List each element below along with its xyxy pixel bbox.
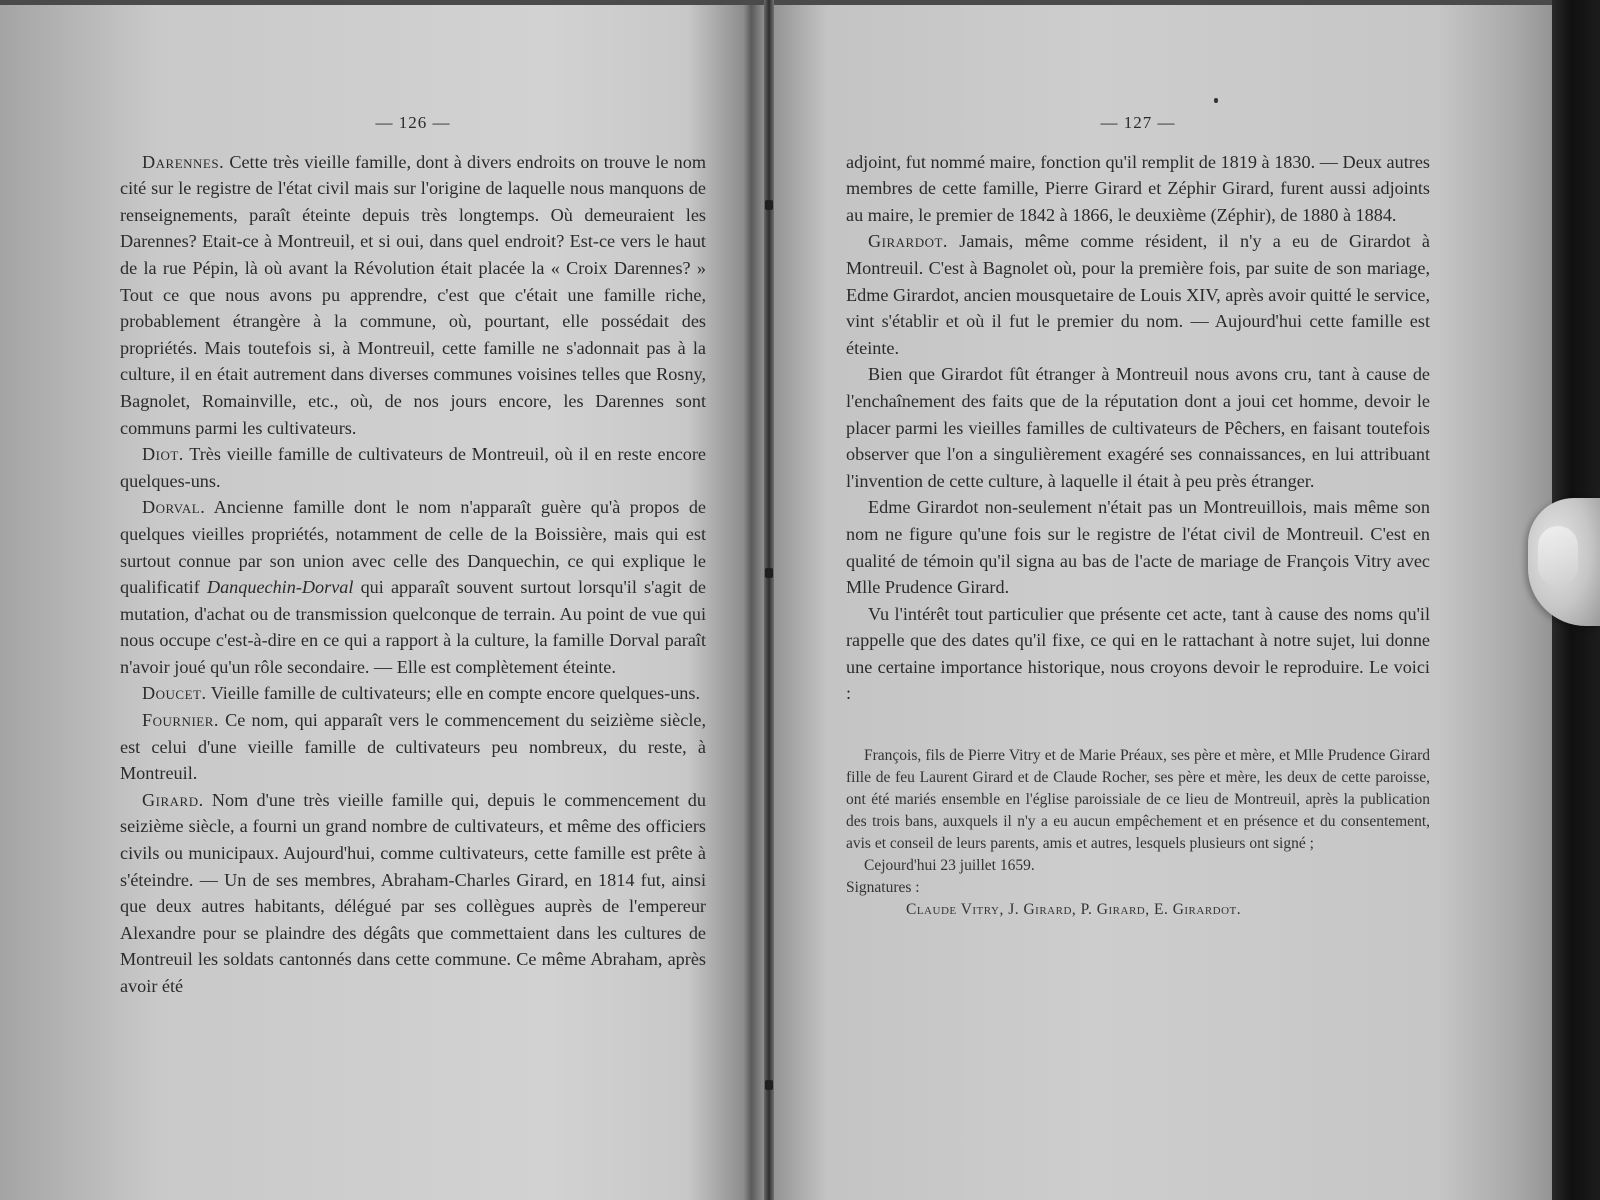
entry-text: Nom d'une très vieille famille qui, depuis le commencement du seizième siècle, a fourni un grand nombre de cultivateurs, et même des officiers civils ou municipaux. Aujourd'hui, comme cultivateurs, cette famille est prête à s'éteindre. — Un de ses membres, Abraham-Charles Girard, en 1814 fut, ainsi que deux autres habitants, délégué par ses collègues auprès de l'empereur Alexandre pour se plaindre des dégâts que commettaient dans les cultures de Montreuil les soldats cantonnés dans cette commune. Ce même Abraham, après avoir été [120,789,706,996]
binding-stitch [765,1080,773,1090]
entry-heading: Fournier. [142,710,219,731]
entry-text: Très vieille famille de cultivateurs de Montreuil, où il en reste encore quelques-uns. [120,444,706,491]
entry-heading: Diot. [142,444,184,465]
entry-heading: Girardot. [868,231,948,252]
paragraph: Vu l'intérêt tout particulier que présente cet acte, tant à cause des noms qu'il rappelle que des dates qu'il fixe, ce qui en le rattachant à notre sujet, lui donne une certaine importance historique, nous croyons devoir le reproduire. Le voici : [846,603,1430,704]
entry-fournier [120,707,706,787]
entry-text: Ce nom, qui apparaît vers le commencement du seizième siècle, est celui d'une vieille famille de cultivateurs peu nombreux, du reste, à Montreuil. [120,710,706,784]
entry-diot [120,441,706,494]
entry-doucet [120,680,706,707]
entry-dorval [120,494,706,680]
signatures-line: Claude Vitry, J. Girard, P. Girard, E. Girardot. [906,901,1242,919]
page-number-right: — 127 — [1100,113,1176,132]
entry-text: Jamais, même comme résident, il n'y a eu de Girardot à Montreuil. C'est à Bagnolet où, pour la première fois, par suite de son mariage, Edme Girardot, ancien mousquetaire de Louis XIV, après avoir quitté le service, vint s'établir et où il fut le premier du nom. — Aujourd'hui cette famille est éteinte. [846,231,1430,358]
book-top-edge [0,0,1562,5]
italic-term: Danquechin-Dorval [206,577,354,598]
ink-speck [1214,98,1218,103]
right-page [846,110,1430,921]
thumbnail-nail [1538,526,1578,586]
entry-darennes [120,149,706,442]
entry-text: Ancienne famille dont le nom n'apparaît guère qu'à propos de quelques vieilles propriétés, notamment de celle de la Boissière, mais qui est surtout connue par son union avec celle des Danquechin, ce qui explique le qualificatif [120,497,706,598]
quoted-act [846,745,1430,921]
book-gutter [764,0,774,1200]
continuation-paragraph: adjoint, fut nommé maire, fonction qu'il remplit de 1819 à 1830. — Deux autres membres de cette famille, Pierre Girard et Zéphir Girard, furent aussi adjoints au maire, le premier de 1842 à 1866, le deuxième (Zéphir), de 1880 à 1884. [846,151,1430,225]
entry-heading: Dorval. [142,497,206,518]
act-text: François, fils de Pierre Vitry et de Marie Préaux, ses père et mère, et Mlle Prudence Girard fille de feu Laurent Girard et de Claude Rocher, ses père et mère, les deux de cette paroisse, ont été mariés ensemble en l'église paroissiale de ce lieu de Montreuil, après la publication des trois bans, auxquels il n'y a eu aucun empêchement et en présence et du consentement, avis et conseil de leurs parents, amis et autres, lesquels plusieurs ont signé ; [846,747,1430,853]
act-date: Cejourd'hui 23 juillet 1659. [864,857,1035,875]
entry-text: Vieille famille de cultivateurs; elle en compte encore quelques-uns. [206,683,701,704]
paragraph: Bien que Girardot fût étranger à Montreuil nous avons cru, tant à cause de l'enchaînement des faits que de la réputation dont a joui cet homme, devoir le placer parmi les vieilles familles de cultivateurs de Pêchers, en faisant toutefois observer que l'on a singulièrement exagéré ses connaissances, en lui attribuant l'invention de cette culture, à laquelle il était à peu près étranger. [846,364,1430,491]
entry-girardot [846,228,1430,361]
entry-heading: Doucet. [142,683,207,704]
entry-girard [120,787,706,1000]
page-number-left: — 126 — [375,113,451,132]
entry-text: qui apparaît souvent surtout lorsqu'il s'agit de mutation, d'achat ou de transmission quelconque de terrain. Au point de vue qui nous occupe c'est-à-dire en ce qui a rapport à la culture, la famille Dorval paraît n'avoir joué qu'un rôle secondaire. — Elle est complètement éteinte. [120,577,706,677]
paragraph: Edme Girardot non-seulement n'était pas un Montreuillois, mais même son nom ne figure qu'une fois sur le registre de l'état civil de Montreuil. C'est en qualité de témoin qu'il signa au bas de l'acte de mariage de François Vitry avec Mlle Prudence Girard. [846,497,1430,598]
entry-heading: Girard. [142,789,204,810]
left-page [120,110,706,1000]
signatures-title: Signatures : [846,879,920,897]
entry-text: Cette très vieille famille, dont à divers endroits on trouve le nom cité sur le registre de l'état civil mais sur l'origine de laquelle nous manquons de renseignements, paraît éteinte depuis très longtemps. Où demeuraient les Darennes? Etait-ce à Montreuil, et si oui, dans quel endroit? Est-ce vers le haut de la rue Pépin, là où avant la Révolution était placée la « Croix Darennes? » Tout ce que nous avons pu apprendre, c'est que c'était une famille riche, probablement étrangère à la commune, où, pourtant, elle possédait des propriétés. Mais toutefois si, à Montreuil, cette famille ne s'adonnait pas à la culture, il en était autrement dans diverses communes voisines telles que Rosny, Bagnolet, Romainville, etc., où, de nos jours encore, les Darennes sont communs parmi les cultivateurs. [120,151,706,438]
binding-stitch [765,568,773,578]
binding-stitch [765,200,773,210]
entry-heading: Darennes. [142,151,225,172]
